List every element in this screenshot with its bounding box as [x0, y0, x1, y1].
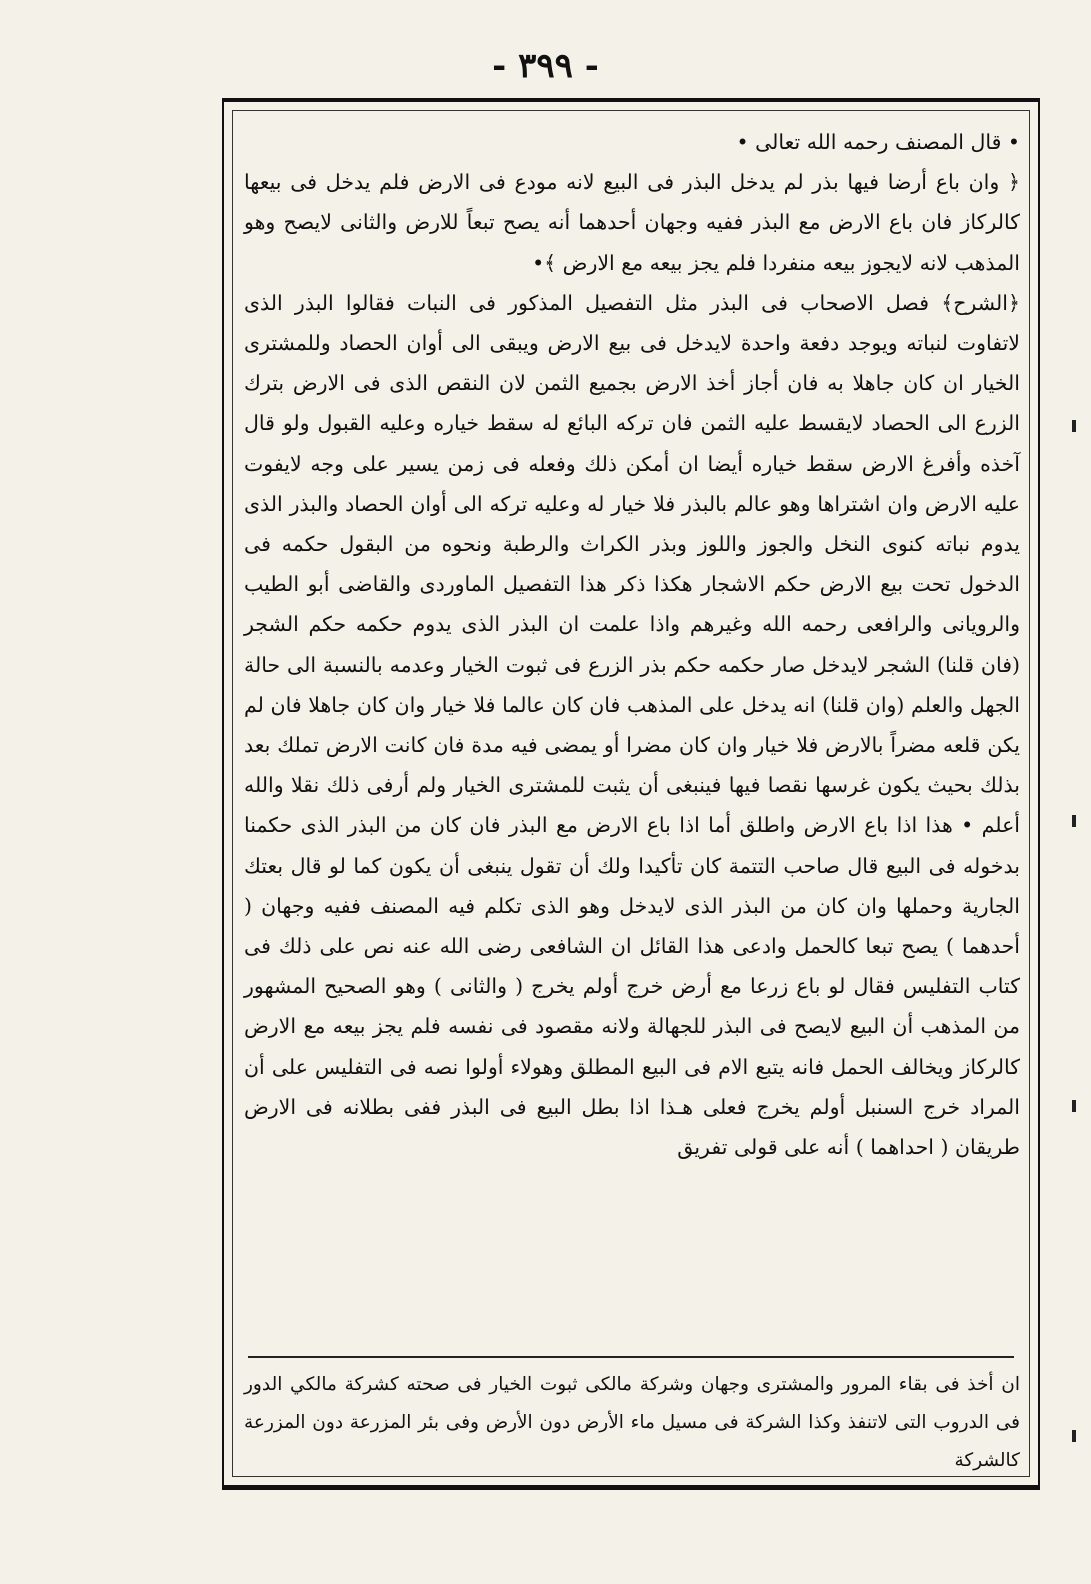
matn-paragraph: ﴿ وان باع أرضا فيها بذر لم يدخل البذر فى البيع لانه مودع فى الارض فلم يدخل فى بيعها كالركاز فان باع الارض مع البذر ففيه وجهان أحدهما أنه يصح تبعاً للارض والثانى لايصح وهو المذهب لانه لايجوز بيعه منفردا فلم يجز بيعه مع الارض ﴾• [244, 170, 1020, 275]
binding-mark [1072, 1100, 1076, 1112]
footnote [244, 1366, 1020, 1480]
binding-mark [1072, 420, 1076, 432]
author-heading: • قال المصنف رحمه الله تعالى • [736, 130, 1020, 154]
sharh-paragraph: ﴿الشرح﴾ فصل الاصحاب فى البذر مثل التفصيل المذكور فى النبات فقالوا البذر الذى لاتفاوت لنباته ويوجد دفعة واحدة لايدخل فى بيع الارض ويبقى الى أوان الحصاد وللمشترى الخيار ان كان جاهلا به فان أجاز أخذ الارض بجميع الثمن لان النقص الذى فى الارض بترك الزرع الى الحصاد لايقسط عليه الثمن فان تركه البائع له سقط خياره وعليه القبول ولو قال آخذه وأفرغ الارض سقط خياره أيضا ان أمكن ذلك وفعله فى زمن يسير على وجه لايفوت عليه الارض وان اشتراها وهو عالم بالبذر فلا خيار له وعليه تركه الى أوان الحصاد والبذر الذى يدوم نباته كنوى النخل والجوز واللوز وبذر الكراث والرطبة ونحوه من البقول حكمه فى الدخول تحت بيع الارض حكم الاشجار هكذا ذكر هذا التفصيل الماوردى والقاضى أبو الطيب والرويانى والرافعى رحمه الله وغيرهم واذا علمت ان البذر الذى يدوم حكمه حكم الشجر (فان قلنا) الشجر لايدخل صار حكمه حكم بذر الزرع فى ثبوت الخيار وعدمه بالنسبة الى حالة الجهل والعلم (وان قلنا) انه يدخل على المذهب فان كان عالما فلا خيار وان كان جاهلا فان لم يكن قلعه مضراً بالارض فلا خيار وان كان مضرا أو يمضى فيه مدة فان كانت الارض تملك بعد بذلك بحيث يكون غرسها نقصا فيها فينبغى أن يثبت للمشترى الخيار ولم أرفى ذلك نقلا والله أعلم • هذا اذا باع الارض واطلق أما اذا باع الارض مع البذر فان كان من البذر الذى حكمنا بدخوله فى البيع قال صاحب التتمة كان تأكيدا ولك أن تقول ينبغى أن يكون كما لو قال بعتك الجارية وحملها وان كان من البذر الذى لايدخل وهو الذى تكلم فيه المصنف ففيه وجهان ( أحدهما ) يصح تبعا كالحمل وادعى هذا القائل ان الشافعى رضى الله عنه نص على ذلك فى كتاب التفليس فقال لو باع زرعا مع أرض خرج أولم يخرج ( والثانى ) وهو الصحيح المشهور من المذهب أن البيع لايصح فى البذر للجهالة ولانه مقصود فى نفسه فلم يجز بيعه مع الارض كالركاز ويخالف الحمل فانه يتبع الام فى البيع المطلق وهولاء أولوا نصه فى التفليس على أن المراد خرج السنبل أولم يخرج فعلى هـذا اذا بطل البيع فى البذر ففى بطلانه فى الارض طريقان ( احداهما ) أنه على قولى تفريق [244, 290, 1020, 1160]
footnote-divider [248, 1356, 1014, 1358]
binding-mark [1072, 815, 1076, 827]
footnote-text: ان أخذ فى بقاء المرور والمشترى وجهان وشركة مالكى ثبوت الخيار فى صحته كشركة مالكي الدور فى الدروب التى لاتنفذ وكذا الشركة فى مسيل ماء الأرض دون الأرض وفى بئر المزرعة دون المزرعة كالشركة [244, 1374, 1020, 1471]
binding-mark [1072, 1430, 1076, 1442]
page-number: - ٣٩٩ - [492, 46, 599, 86]
main-text [244, 122, 1020, 1167]
page-frame [222, 98, 1040, 1490]
